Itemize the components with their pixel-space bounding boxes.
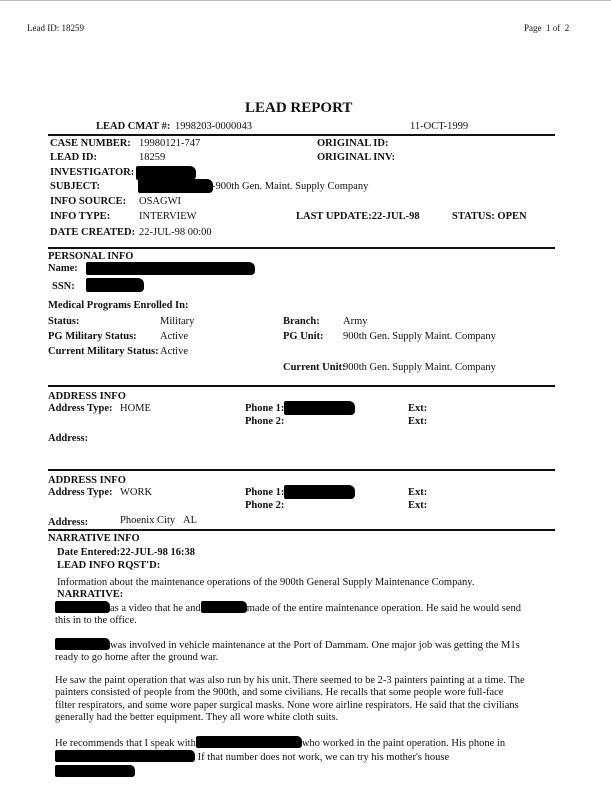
redaction [196,736,302,748]
lead-id-label: LEAD ID: [50,152,97,163]
date-created-label: DATE CREATED: [50,227,136,238]
redaction [136,166,196,180]
divider [48,529,555,531]
redaction [284,485,355,499]
redaction [201,601,247,613]
redaction [55,638,110,650]
info-type-label: INFO TYPE: [50,211,111,222]
narrative-paragraph: He saw the paint operation that was also run by his unit. There seemed to be 2-3 painters painting at a time. The painters consisted of people from the 900th, and some civilians. He recalls that some people wore full-face filter respirators, and some wore paper surgical masks. None wore airline respirators. He said that the civilians generally had the better equipment. They all wore white cloth suits. [55,675,525,723]
current-military-status-label: Current Military Status: [48,346,159,357]
state: AL [183,515,197,526]
branch-value: Army [343,316,368,327]
narrative-label: NARRATIVE: [57,589,124,600]
phone2-label: Phone 2: [245,416,285,427]
address-info-heading: ADDRESS INFO [48,475,126,486]
address-label: Address: [48,517,89,528]
redaction [86,262,255,275]
address-info-heading: ADDRESS INFO [48,391,126,402]
original-id-label: ORIGINAL ID: [317,138,389,149]
narrative-paragraph: He recommends that I speak with who worked in the paint operation. His phone in If that number does not work, we can try his mother's house [55,736,525,779]
report-date: 11-OCT-1999 [410,121,469,132]
personal-info-heading: PERSONAL INFO [48,251,134,262]
narrative-paragraph: as a video that he and made of the entire maintenance operation. He said he would send this in to the office. [55,603,522,627]
redaction [138,179,213,193]
pg-unit-label: PG Unit: [283,331,324,342]
current-military-status: Active [160,346,188,357]
medical-programs-label: Medical Programs Enrolled In: [48,300,189,311]
name-label: Name: [48,263,78,274]
address-label: Address: [48,433,89,444]
cmat-value: 1998203-0000043 [175,121,252,132]
status-label: Status: [48,316,80,327]
pg-military-status: Active [160,331,188,342]
redaction [284,401,355,415]
pg-unit: 900th Gen. Supply Maint. Company [343,331,496,342]
branch-label: Branch: [283,316,320,327]
narrative-info-heading: NARRATIVE INFO [48,533,140,544]
date-entered: Date Entered:22-JUL-98 16:38 [57,547,196,558]
narrative-paragraph: was involved in vehicle maintenance at the Port of Dammam. One major job was getting the M1s ready to go home after the ground war. [55,640,520,664]
current-unit: 900th Gen. Supply Maint. Company [343,362,496,373]
lead-info-rqstd-label: LEAD INFO RQST'D: [57,560,161,571]
lead-id: 18259 [139,152,166,163]
subject: -900th Gen. Maint. Supply Company [212,181,369,192]
divider [48,469,555,471]
page-title: LEAD REPORT [245,100,353,116]
phone1-label: Phone 1: [245,403,285,414]
redaction [55,750,195,762]
status: STATUS: OPEN [452,211,527,222]
case-number: 19980121-747 [139,138,201,149]
redaction [55,601,110,613]
divider [48,247,555,249]
address-type: HOME [120,403,151,414]
page-number: Page 1 of 2 [524,23,570,33]
phone1-label: Phone 1: [245,487,285,498]
ssn-label: SSN: [52,281,75,292]
header-lead-id: Lead ID: 18259 [27,23,84,33]
address-type: WORK [120,487,153,498]
info-source-label: INFO SOURCE: [50,196,127,207]
investigator-label: INVESTIGATOR: [50,167,135,178]
last-update: LAST UPDATE:22-JUL-98 [296,211,420,222]
pg-military-status-label: PG Military Status: [48,331,137,342]
divider [48,134,555,136]
ext1-label: Ext: [408,487,428,498]
city: Phoenix City [120,515,176,526]
info-type: INTERVIEW [139,211,197,222]
ext2-label: Ext: [408,500,428,511]
address-type-label: Address Type: [48,403,113,414]
info-source: OSAGWI [139,196,181,207]
subject-label: SUBJECT: [50,181,100,192]
cmat-label: LEAD CMAT #: [96,121,171,132]
divider [48,385,555,387]
case-number-label: CASE NUMBER: [50,138,131,149]
ext1-label: Ext: [408,403,428,414]
phone2-label: Phone 2: [245,500,285,511]
original-inv-label: ORIGINAL INV: [317,152,396,163]
address-type-label: Address Type: [48,487,113,498]
scan-edge [0,0,611,1]
status-value: Military [160,316,195,327]
ext2-label: Ext: [408,416,428,427]
lead-info-rqstd: Information about the maintenance operations of the 900th General Supply Maintenance Company. [57,577,475,588]
redaction [55,765,135,777]
current-unit-label: Current Unit: [283,362,346,373]
redaction [86,278,144,292]
date-created: 22-JUL-98 00:00 [139,227,212,238]
